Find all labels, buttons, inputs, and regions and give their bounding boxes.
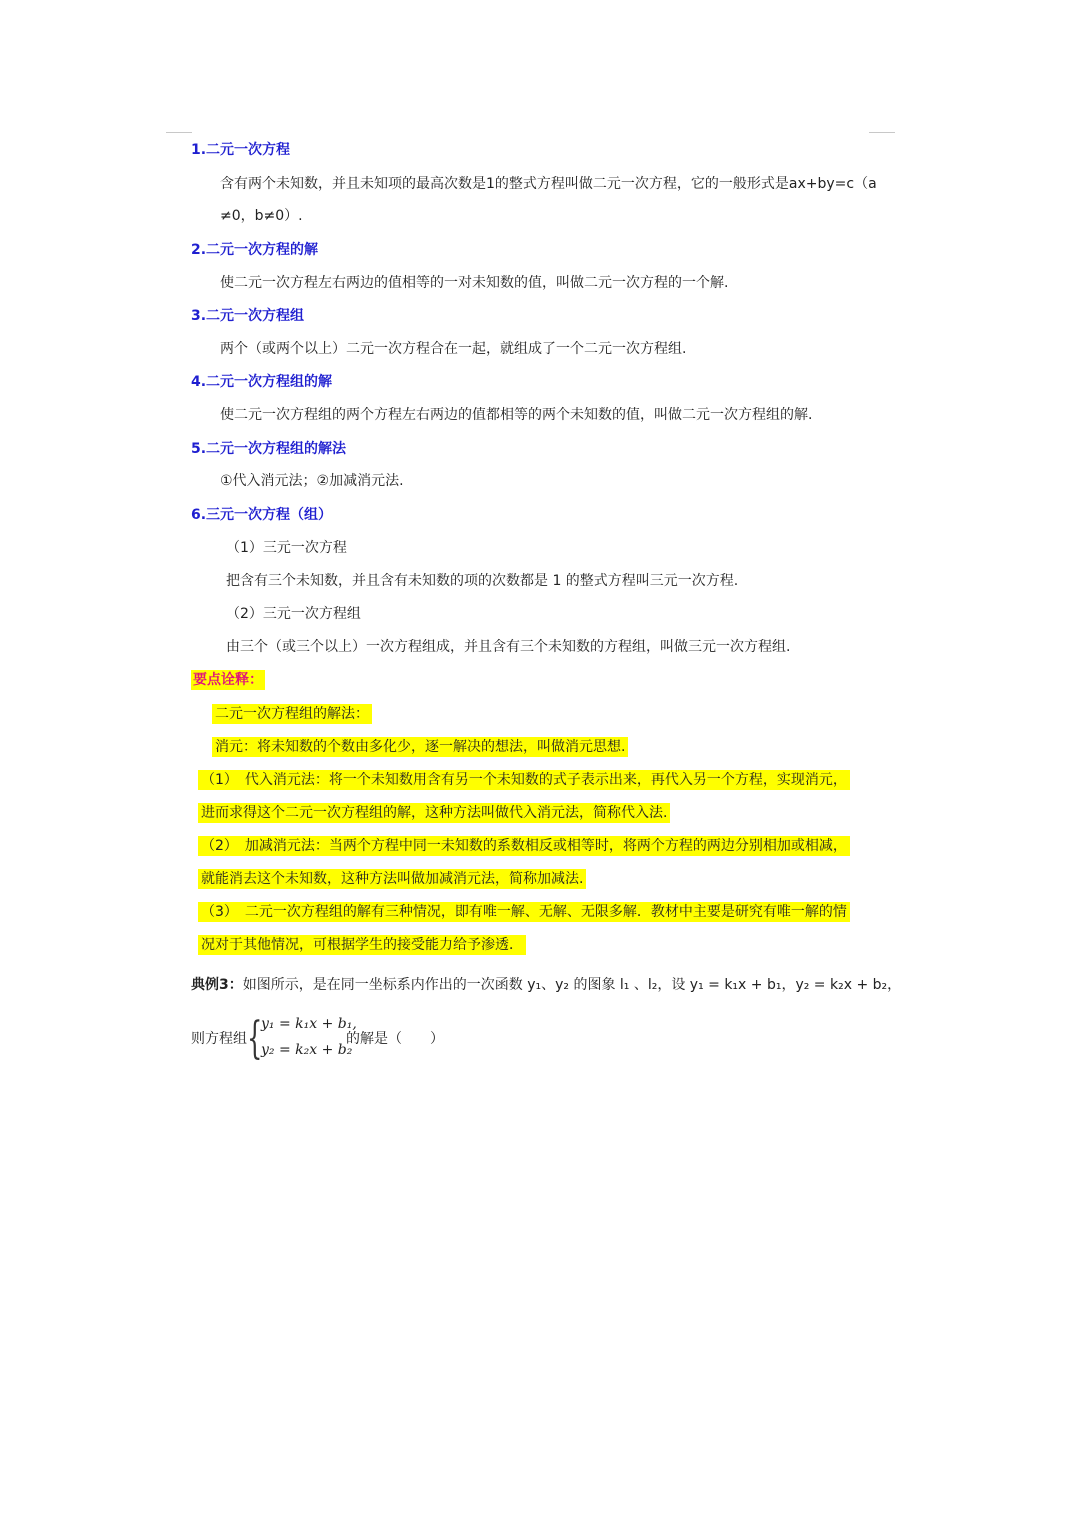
example-3-statement <box>191 973 901 997</box>
section-heading-2: 2.二元一次方程的解 <box>191 242 319 258</box>
key-points-line-3: （1） 代入消元法：将一个未知数用含有另一个未知数的式子表示出来，再代入另一个方程，实现消元， <box>198 768 850 792</box>
system-equation-2: y₂ = k₂x + b₂ <box>261 1042 353 1058</box>
system-equation-1: y₁ = k₁x + b₁, <box>261 1016 357 1032</box>
section-heading-6: 6.三元一次方程（组） <box>191 507 333 523</box>
section-6-subheading-1: （1）三元一次方程 <box>226 540 347 556</box>
left-brace: { <box>247 1013 263 1064</box>
section-4-text-line-1: 使二元一次方程组的两个方程左右两边的值都相等的两个未知数的值，叫做二元一次方程组的解. <box>220 407 813 423</box>
key-points-line-2: 消元：将未知数的个数由多化少，逐一解决的想法，叫做消元思想. <box>212 735 628 759</box>
section-6-text-line-2: 由三个（或三个以上）一次方程组成，并且含有三个未知数的方程组，叫做三元一次方程组. <box>226 639 791 655</box>
section-3-text-line-1: 两个（或两个以上）二元一次方程合在一起，就组成了一个二元一次方程组. <box>220 341 687 357</box>
system-suffix: 的解是（ ） <box>346 1031 444 1047</box>
section-1-text-line-1: 含有两个未知数，并且未知项的最高次数是1的整式方程叫做二元一次方程，它的一般形式是ax+by=c（a <box>220 176 877 192</box>
page-corner-mark-left <box>166 132 192 133</box>
key-points-line-7: （3） 二元一次方程组的解有三种情况，即有唯一解、无解、无限多解．教材中主要是研究有唯一解的情 <box>198 900 850 924</box>
example-label: 典例3： <box>191 977 243 993</box>
key-points-line-4: 进而求得这个二元一次方程组的解，这种方法叫做代入消元法，简称代入法. <box>198 801 670 825</box>
system-prefix: 则方程组 <box>191 1031 247 1047</box>
key-points-line-5: （2） 加减消元法：当两个方程中同一未知数的系数相反或相等时，将两个方程的两边分别相加或相减， <box>198 834 850 858</box>
section-2-text-line-1: 使二元一次方程左右两边的值相等的一对未知数的值，叫做二元一次方程的一个解. <box>220 275 729 291</box>
section-5-text-line-1: ①代入消元法；②加减消元法. <box>220 473 404 489</box>
section-heading-1: 1.二元一次方程 <box>191 142 291 158</box>
section-6-text-line-1: 把含有三个未知数，并且含有未知数的项的次数都是 1 的整式方程叫三元一次方程. <box>226 573 739 589</box>
section-1-text-line-2: ≠0，b≠0）. <box>220 208 303 224</box>
section-heading-3: 3.二元一次方程组 <box>191 308 305 324</box>
section-heading-5: 5.二元一次方程组的解法 <box>191 441 347 457</box>
section-6-subheading-2: （2）三元一次方程组 <box>226 606 361 622</box>
key-points-title: 要点诠释： <box>193 672 263 688</box>
key-points-line-1: 二元一次方程组的解法： <box>212 702 372 726</box>
key-points-line-6: 就能消去这个未知数，这种方法叫做加减消元法，简称加减法. <box>198 867 586 891</box>
example-text: 如图所示，是在同一坐标系内作出的一次函数 y₁、y₂ 的图象 l₁ 、l₂，设 y₁ = k₁x + b₁，y₂ = k₂x + b₂， <box>242 977 902 993</box>
key-points-line-8: 况对于其他情况，可根据学生的接受能力给予渗透． <box>198 933 526 957</box>
section-heading-4: 4.二元一次方程组的解 <box>191 374 333 390</box>
page-corner-mark-right <box>869 132 895 133</box>
